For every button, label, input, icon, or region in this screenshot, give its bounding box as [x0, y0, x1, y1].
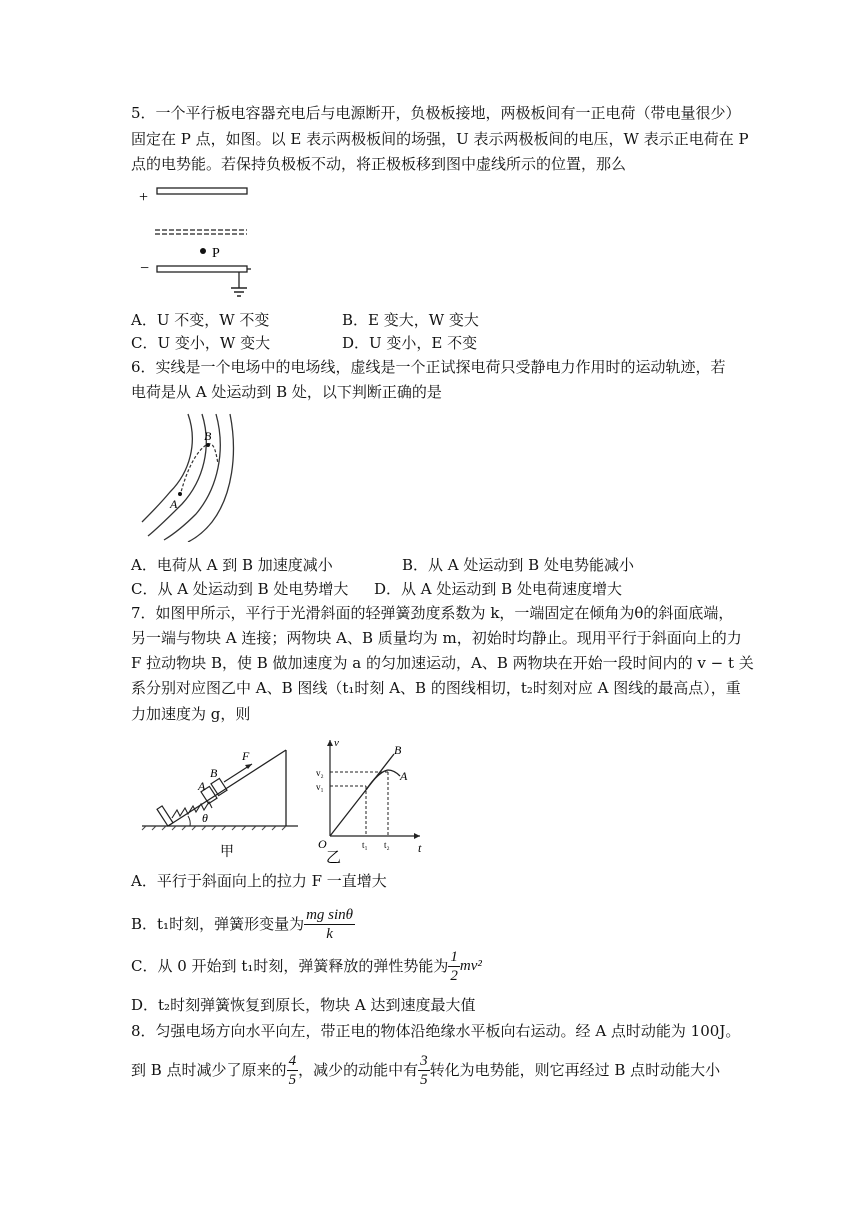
q7-option-d: D．t₂时刻弹簧恢复到原长，物块 A 达到速度最大值	[131, 996, 476, 1014]
v2-label: v₂	[316, 768, 324, 778]
axis-v-label: v	[334, 737, 339, 749]
curve-a-label: A	[400, 769, 408, 783]
line-b-label: B	[394, 743, 402, 757]
q7-option-c-numerator: 1	[450, 948, 458, 965]
q7-option-c-denominator: 2	[450, 967, 458, 984]
q8-fraction-2-numerator: 3	[420, 1052, 428, 1069]
q7-option-b-text: B．t₁时刻，弹簧形变量为	[131, 915, 305, 933]
q6-option-c: C．从 A 处运动到 B 处电势增大	[131, 580, 349, 598]
q7-option-c-text: C．从 0 开始到 t₁时刻，弹簧释放的弹性势能为	[131, 957, 449, 975]
q8-text-line2	[131, 1050, 720, 1090]
q8-text-line2-pre: 到 B 点时减少了原来的	[131, 1061, 287, 1079]
q7-option-b-numerator: mg sinθ	[306, 906, 354, 923]
q8-fraction-2-denominator: 5	[420, 1071, 428, 1088]
force-f-label: F	[242, 749, 250, 763]
block-b-label: B	[210, 766, 218, 780]
q6-text-line1: 6．实线是一个电场中的电场线，虚线是一个正试探电荷只受静电力作用时的运动轨迹，若	[131, 358, 726, 376]
caption-jia: 甲	[220, 845, 234, 860]
q7-option-c	[131, 946, 482, 986]
v1-label: v₁	[316, 782, 324, 792]
q6-option-d: D．从 A 处运动到 B 处电荷速度增大	[374, 580, 622, 598]
minus-sign: −	[140, 260, 150, 277]
q8-fraction-1-denominator: 5	[288, 1071, 297, 1088]
t2-label: t₂	[384, 840, 390, 850]
q7-option-b-fraction	[304, 906, 355, 943]
q8-fraction-1	[287, 1052, 299, 1089]
q7-text-line5: 力加速度为 g，则	[131, 705, 251, 723]
block-a-label: A	[198, 779, 206, 793]
q5-text-line1: 5．一个平行板电容器充电后与电源断开，负极板接地，两极板间有一正电荷（带电量很少）	[131, 104, 741, 122]
q6-text-line2: 电荷是从 A 处运动到 B 处，以下判断正确的是	[131, 383, 442, 401]
point-a-label: A	[170, 497, 178, 511]
field-lines-figure	[140, 412, 250, 542]
q8-text-line2-mid: ，减少的动能中有	[298, 1061, 419, 1079]
q7-text-line2: 另一端与物块 A 连接；两物块 A、B 质量均为 m，初始时均静止。现用平行于斜面向上的力	[131, 629, 742, 647]
vt-graph-figure	[308, 734, 433, 864]
plus-sign: +	[139, 189, 149, 206]
q7-option-b-denominator: k	[326, 925, 333, 942]
q7-option-a: A．平行于斜面向上的拉力 F 一直增大	[131, 872, 387, 890]
origin-label: O	[318, 837, 327, 851]
q7-option-c-expr: mv²	[459, 958, 482, 974]
axis-t-label: t	[418, 841, 422, 855]
q5-option-c: C．U 变小，W 变大	[131, 334, 271, 352]
q6-option-a: A．电荷从 A 到 B 加速度减小	[131, 556, 333, 574]
q8-fraction-2	[418, 1052, 430, 1089]
q7-option-c-fraction	[448, 948, 460, 985]
q6-option-b: B．从 A 处运动到 B 处电势能减小	[402, 556, 634, 574]
q5-option-a: A．U 不变，W 不变	[131, 311, 270, 329]
q5-option-b: B．E 变大，W 变大	[342, 311, 479, 329]
incline-figure	[138, 740, 308, 860]
point-p-label: P	[212, 246, 220, 261]
t1-label: t₁	[362, 840, 368, 850]
angle-theta-label: θ	[202, 811, 208, 825]
q7-option-b	[131, 904, 355, 944]
q7-text-line4: 系分别对应图乙中 A、B 图线（t₁时刻 A、B 的图线相切，t₂时刻对应 A 图线的最高点），重	[131, 679, 741, 697]
q5-text-line2: 固定在 P 点，如图。以 E 表示两极板间的场强，U 表示两极板间的电压，W 表示正电荷在 P	[131, 130, 749, 148]
capacitor-figure	[135, 180, 265, 305]
q8-fraction-1-numerator: 4	[288, 1052, 297, 1069]
q5-option-d: D．U 变小，E 不变	[342, 334, 478, 352]
q8-text-line1: 8．匀强电场方向水平向左，带正电的物体沿绝缘水平板向右运动。经 A 点时动能为 100J。	[131, 1022, 741, 1040]
caption-yi: 乙	[326, 850, 342, 864]
point-b-label: B	[204, 429, 212, 443]
q7-text-line1: 7．如图甲所示，平行于光滑斜面的轻弹簧劲度系数为 k，一端固定在倾角为θ的斜面底端，	[131, 604, 734, 622]
q8-text-line2-post: 转化为电势能，则它再经过 B 点时动能大小	[429, 1061, 721, 1079]
q7-text-line3: F 拉动物块 B，使 B 做加速度为 a 的匀加速运动，A、B 两物块在开始一段时间内的 v − t 关	[131, 654, 754, 672]
q5-text-line3: 点的电势能。若保持负极板不动，将正极板移到图中虚线所示的位置，那么	[131, 155, 627, 173]
point-p-dot	[200, 248, 206, 254]
